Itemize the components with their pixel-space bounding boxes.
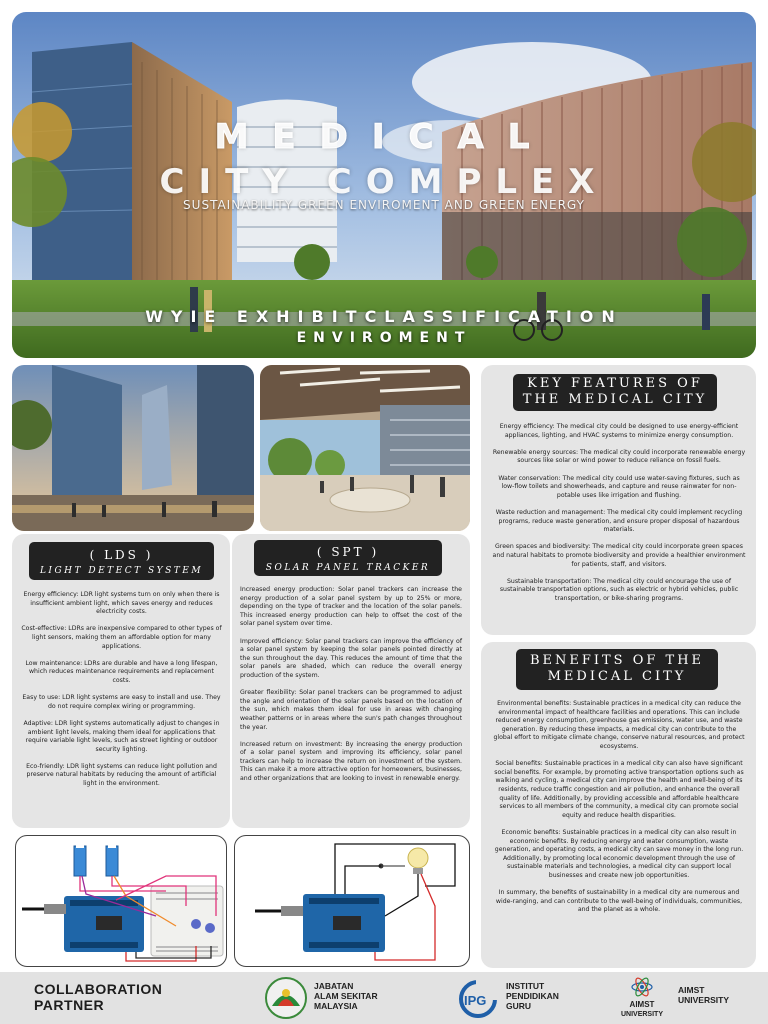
spt-paragraph: Greater flexibility: Solar panel trackers can be programmed to adjust the angle and orientation of the solar panels based on the location of the sun, which makes them ideal for use in areas with changing weather patterns or in areas where the sun's path changes throughout the year. — [240, 689, 462, 731]
spt-paragraph: Increased return on investment: By increasing the energy production of a solar panel system and improving its efficiency, solar panel trackers can help to increase the return on investment of the system. This can make it a more attractive option for homeowners, businesses, and other organizations that are looking to invest in renewable energy. — [240, 740, 462, 783]
key-features-title-line2: THE MEDICAL CITY — [522, 392, 708, 407]
lds-paragraph: Adaptive: LDR light systems automatically adjust to changes in ambient light levels, making them ideal for applications that require variable light levels, such as street lighting or outdoor security lighting. — [23, 719, 220, 753]
collaboration-partner-heading — [34, 981, 162, 1013]
spt-card — [232, 534, 470, 828]
spt-circuit-diagram — [234, 835, 470, 967]
lds-card — [12, 534, 230, 828]
spt-heading — [254, 540, 442, 576]
benefit-paragraph: Environmental benefits: Sustainable practices in a medical city can reduce the environmental impact of healthcare facilities and operations. This can include reduced energy consumption, greenhouse gas emissions, water use, and waste generation. By reducing these impacts, a medical city can contribute to the global effort to mitigate climate change, conserve natural resources, and protect ecosystems. — [493, 700, 745, 750]
aimst-logo — [612, 975, 672, 1021]
lds-paragraph: Cost-effective: LDRs are inexpensive compared to other types of light sensors, making them an affordable option for many applications. — [21, 625, 222, 650]
lightbulb-icon — [408, 848, 428, 868]
key-features-body — [492, 423, 746, 612]
spt-paragraph: Increased energy production: Solar panel trackers can increase the energy production of a solar panel system by up to 25% or more, depending on the type of tracker and the location of the solar panels. This increased energy production can help to offset the cost of the solar panel system over time. — [240, 586, 462, 628]
benefit-paragraph: Social benefits: Sustainable practices in a medical city can also have significant social benefits. For example, by promoting active transportation options such as walking and cycling, a medical city can improve the health and well-being of its residents, reduce traffic congestion and air pollution, and enhance the overall quality of life. Additionally, by providing accessible and affordable healthcare services to all members of the community, a medical city can promote social equity and reduce health disparities. — [494, 760, 744, 819]
spt-subtitle: SOLAR PANEL TRACKER — [265, 563, 431, 573]
lds-paragraph: Easy to use: LDR light systems are easy to install and use. They do not require complex wiring or programming. — [22, 694, 221, 710]
lds-paragraph: Energy efficiency: LDR light systems turn on only when there is insufficient ambient light, which saves energy and reduces electricity costs. — [23, 591, 220, 616]
collab-line1: COLLABORATION — [34, 981, 163, 997]
key-feature-paragraph: Renewable energy sources: The medical city could incorporate renewable energy sources like solar or wind power to reduce reliance on fossil fuels. — [492, 448, 746, 465]
partner1-line2: ALAM SEKITAR — [314, 991, 378, 1001]
jabatan-alam-sekitar-logo — [264, 976, 308, 1020]
spt-title: ( SPT ) — [316, 545, 380, 559]
lds-title: ( LDS ) — [89, 548, 154, 562]
partner1-line3: MALAYSIA — [314, 1001, 358, 1011]
partner2-line1: INSTITUT — [506, 981, 545, 991]
benefits-title-line2: MEDICAL CITY — [547, 669, 687, 684]
partner3-line1: AIMST — [678, 985, 705, 995]
hero-exhibit-label: WYIE EXHIBITCLASSIFICATION — [145, 307, 623, 326]
benefits-title-line1: BENEFITS OF THE — [529, 653, 705, 668]
aimst-logo-text-1: AIMST — [629, 1000, 655, 1009]
key-features-heading — [513, 374, 717, 411]
key-feature-paragraph: Waste reduction and management: The medical city could implement recycling programs, reduce waste generation, and ensure proper disposal of hazardous materials. — [495, 508, 743, 534]
hero-title-line1: MEDICAL — [214, 117, 554, 157]
partner2-line2: PENDIDIKAN — [506, 991, 559, 1001]
key-feature-paragraph: Sustainable transportation: The medical city could encourage the use of sustainable transportation options, such as electric or hybrid vehicles, public transportation, or bike-sharing programs. — [499, 577, 739, 602]
partner3-line2: UNIVERSITY — [678, 995, 730, 1005]
collab-line2: PARTNER — [34, 997, 105, 1013]
partner-aimst-name — [678, 985, 729, 1005]
atrium-photo — [260, 365, 470, 531]
lds-paragraph: Eco-friendly: LDR light systems can reduce light pollution and preserve natural habitats by reducing the amount of artificial light in the environment. — [26, 762, 217, 788]
key-feature-paragraph: Energy efficiency: The medical city could be designed to use energy-efficient appliances, lighting, and HVAC systems to minimize energy consumption. — [499, 423, 739, 439]
lds-body — [21, 591, 222, 797]
lds-subtitle: LIGHT DETECT SYSTEM — [39, 566, 204, 576]
hero-environment-label: ENVIROMENT — [296, 330, 472, 346]
breadboard — [151, 886, 223, 956]
lds-circuit-diagram — [15, 835, 227, 967]
benefit-paragraph: Economic benefits: Sustainable practices in a medical city can also result in economic benefits. By reducing energy and water consumption, waste generation, and operating costs, a medical city can save money in the long run. Additionally, by promoting local economic development through the use of sustainable materials and technologies, a medical city can support local businesses and create new job opportunities. — [494, 828, 744, 879]
partner1-line1: JABATAN — [314, 981, 354, 991]
key-feature-paragraph: Green spaces and biodiversity: The medical city could incorporate green spaces and natural habitats to promote biodiversity and provide a healthier environment for patients, staff, and visitors. — [492, 543, 746, 568]
partner-ipg-name — [506, 981, 559, 1011]
benefits-card — [481, 642, 756, 968]
ipg-logo-text: IPG — [464, 993, 487, 1008]
benefits-body — [492, 700, 746, 923]
spt-paragraph: Improved efficiency: Solar panel trackers can improve the efficiency of a solar panel system by keeping the solar panels pointed directly at the sun throughout the day. This reduces the amount of time that the solar panels are shaded, which can reduce the overall energy production of the system. — [240, 637, 462, 679]
hero-title-line2: CITY COMPLEX — [159, 162, 609, 202]
key-features-title-line1: KEY FEATURES OF — [527, 376, 703, 391]
lds-heading — [29, 542, 214, 580]
footer-partners — [0, 972, 768, 1024]
key-feature-paragraph: Water conservation: The medical city could use water-saving fixtures, such as low-flow toilets and showerheads, and capture and reuse rainwater for non-potable uses like irrigation and flushing. — [498, 474, 740, 499]
benefit-paragraph: In summary, the benefits of sustainability in a medical city are numerous and wide-ranging, and can contribute to the well-being of individuals, communities, and the planet as a whole. — [495, 889, 743, 914]
aimst-logo-text-2: UNIVERSITY — [620, 1011, 664, 1018]
hero-subtitle: SUSTAINABILITY GREEN ENVIROMENT AND GREEN ENERGY — [183, 198, 585, 212]
hero-banner — [12, 12, 756, 358]
spt-body — [240, 586, 462, 792]
street-view-photo — [12, 365, 254, 531]
partner-jabatan-name — [314, 981, 378, 1011]
lds-paragraph: Low maintenance: LDRs are durable and have a long lifespan, which reduces maintenance requirements and replacement costs. — [25, 659, 218, 684]
partner2-line3: GURU — [506, 1001, 532, 1011]
ipg-logo — [456, 980, 500, 1018]
key-features-card — [481, 365, 756, 635]
benefits-heading — [516, 649, 718, 690]
